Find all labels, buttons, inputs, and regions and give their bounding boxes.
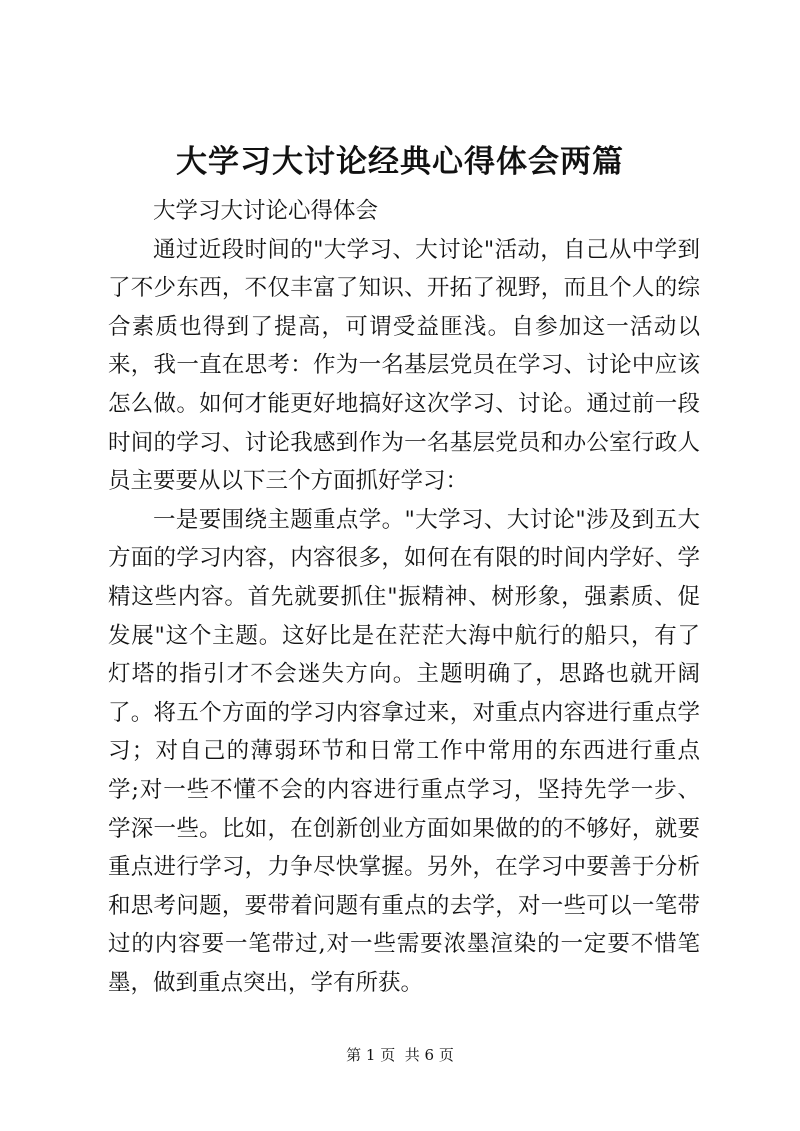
document-title: 大学习大讨论经典心得体会两篇 xyxy=(176,144,624,180)
page-footer: 第 1 页 共 6 页 xyxy=(346,1046,454,1064)
document-body xyxy=(108,192,700,1002)
section-subtitle: 大学习大讨论心得体会 xyxy=(153,198,379,224)
paragraph-1: 通过近段时间的"大学习、大讨论"活动，自己从中学到了不少东西，不仅丰富了知识、开拓了视野，而且个人的综合素质也得到了提高，可谓受益匪浅。自参加这一活动以来，我一直在思考：作为一名基层党员在学习、讨论中应该怎么做。如何才能更好地搞好这次学习、讨论。通过前一段时间的学习、讨论我感到作为一名基层党员和办公室行政人员主要要从以下三个方面抓好学习： xyxy=(108,236,700,495)
paragraph-2: 一是要围绕主题重点学。"大学习、大讨论"涉及到五大方面的学习内容，内容很多，如何在有限的时间内学好、学精这些内容。首先就要抓住"振精神、树形象，强素质、促发展"这个主题。这好比是在茫茫大海中航行的船只，有了灯塔的指引才不会迷失方向。主题明确了，思路也就开阔了。将五个方面的学习内容拿过来，对重点内容进行重点学习；对自己的薄弱环节和日常工作中常用的东西进行重点学;对一些不懂不会的内容进行重点学习，坚持先学一步、学深一些。比如，在创新创业方面如果做的的不够好，就要重点进行学习，力争尽快掌握。另外，在学习中要善于分析和思考问题，要带着问题有重点的去学，对一些可以一笔带过的内容要一笔带过,对一些需要浓墨渲染的一定要不惜笔墨，做到重点突出，学有所获。 xyxy=(108,506,700,996)
